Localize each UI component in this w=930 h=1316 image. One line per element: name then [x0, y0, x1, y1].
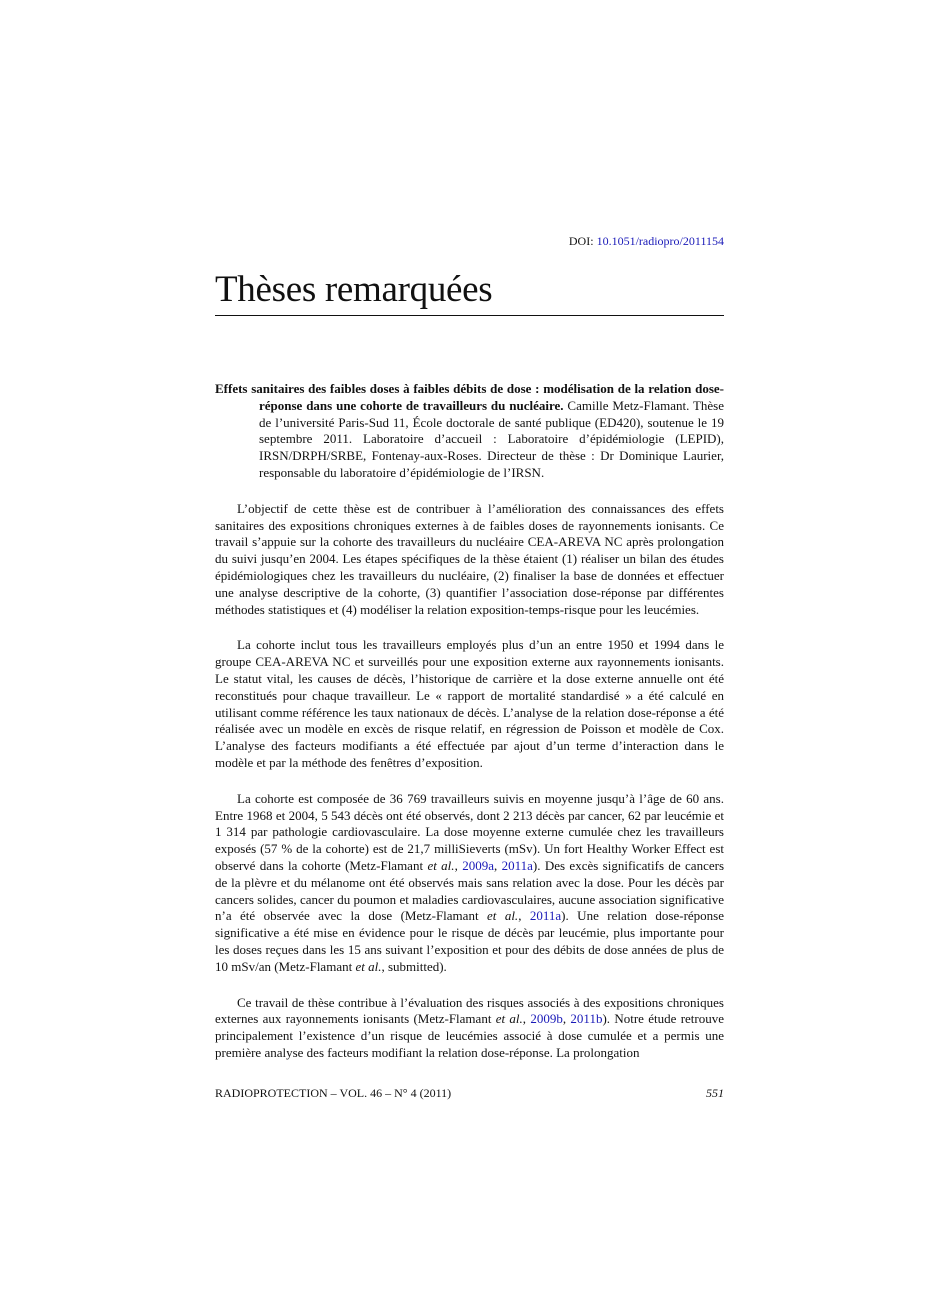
- p4-text: ,: [562, 1011, 571, 1027]
- page-footer: [215, 1086, 724, 1100]
- paragraph-1: L’objectif de cette thèse est de contribuer à l’amélioration des connaissances des effets sanitaires des expositions chroniques externes à de faibles doses de rayonnements ionisants. Ce travail s’appuie sur la cohorte des travailleurs du nucléaire CEA-AREVA NC après prolongation du suivi jusqu’en 2004. Les étapes spécifiques de la thèse étaient (1) réaliser un bilan des études épidémiologiques chez les travailleurs du nucléaire, (2) finaliser la base de données et effectuer une analyse descriptive de la cohorte, (3) quantifier l’association dose-réponse par différentes méthodes statistiques et (4) modéliser la relation exposition-temps-risque pour les leucémies.: [215, 500, 724, 617]
- p3-etal: et al.: [487, 908, 519, 924]
- p3-text: ). Une relation dose-réponse significative a été mise en évidence pour le risque de décès par leucémie, plus importante pour les doses reçues dans les 15 ans suivant l’exposition et pour des débits de dose années de plus de 10 mSv/an (Metz-Flamant: [215, 908, 725, 974]
- ref-link-2011a[interactable]: 2011a: [529, 908, 562, 924]
- article-body: [215, 381, 724, 1081]
- paragraph-2: La cohorte inclut tous les travailleurs employés plus d’un an entre 1950 et 1994 dans le groupe CEA-AREVA NC et surveillés pour une exposition externe aux rayonnements ionisants. Le statut vital, les causes de décès, l’historique de carrière et la dose externe annuelle ont été reconstitués pour chaque travailleur. Le « rapport de mortalité standardisé » a été calculé en utilisant comme référence les taux nationaux de décès. L’analyse de la relation dose-réponse a été réalisée avec un modèle en excès de risque relatif, en régression de Poisson et modèle de Cox. L’analyse des facteurs modifiants a été effectuée par ajout d’un terme d’interaction dans le modèle et par la méthode des fenêtres d’exposition.: [215, 637, 724, 770]
- p4-etal: et al.: [495, 1011, 523, 1027]
- p4-text: Ce travail de thèse contribue à l’évaluation des risques associés à des expositions chroniques externes aux rayonnements ionisants (Metz-Flamant: [215, 994, 724, 1027]
- thesis-title: Effets sanitaires des faibles doses à faibles débits de dose : modélisation de la relation dose-réponse dans une cohorte de travailleurs du nucléaire.: [215, 381, 724, 413]
- journal-info: RADIOPROTECTION – VOL. 46 – N° 4 (2011): [215, 1086, 452, 1100]
- page-title: Thèses remarquées: [215, 269, 493, 310]
- doi-label: DOI:: [568, 234, 594, 248]
- p4-text: ). Notre étude retrouve principalement l’existence d’un risque de leucémies associé à dose cumulée et a permis une première analyse des facteurs modifiant la relation dose-réponse. La prolongation: [215, 1011, 725, 1060]
- p3-text: ,: [518, 908, 530, 924]
- paragraph-4: [215, 995, 724, 1062]
- thesis-details: Camille Metz-Flamant. Thèse de l’université Paris-Sud 11, École doctorale de santé publique (ED420), soutenue le 19 septembre 2011. Laboratoire d’accueil : Laboratoire d’épidémiologie (LEPID), IRSN/DRPH/SRBE, Fontenay-aux-Roses. Directeur de thèse : Dr Dominique Laurier, responsable du laboratoire d’épidémiologie de l’IRSN.: [259, 397, 725, 480]
- p4-text: ,: [522, 1011, 531, 1027]
- ref-link-2009a[interactable]: 2009a: [462, 857, 494, 873]
- title-rule: [215, 315, 724, 316]
- paragraph-3: [215, 791, 724, 976]
- p3-etal: et al.: [355, 958, 382, 974]
- p3-text: , submitted).: [381, 958, 447, 974]
- page-number: 551: [706, 1086, 724, 1100]
- ref-link-2009b[interactable]: 2009b: [530, 1011, 563, 1027]
- p3-etal: et al.: [427, 857, 455, 873]
- thesis-reference: [215, 381, 724, 482]
- ref-link-2011a[interactable]: 2011a: [501, 857, 533, 873]
- p3-text: ,: [493, 857, 502, 873]
- p3-text: ,: [454, 857, 463, 873]
- ref-link-2011b[interactable]: 2011b: [570, 1011, 603, 1027]
- p3-text: La cohorte est composée de 36 769 travailleurs suivis en moyenne jusqu’à l’âge de 60 ans. Entre 1968 et 2004, 5 543 décès ont été observés, dont 2 213 décès par cancer, 62 par leucémie et 1 314 par pathologie cardiovasculaire. La dose moyenne externe cumulée chez les travailleurs exposés (57 % de la cohorte) est de 21,7 milliSieverts (mSv). Un fort Healthy Worker Effect est observé dans la cohorte (Metz-Flamant: [215, 790, 724, 873]
- doi-link[interactable]: 10.1051/radiopro/2011154: [596, 234, 724, 248]
- p3-text: ). Des excès significatifs de cancers de la plèvre et du mélanome ont été observés mais sans relation avec la dose. Pour les décès par cancers solides, cancer du poumon et maladies cardiovasculaires, aucune association significative n’a été observée avec la dose (Metz-Flamant: [215, 857, 725, 924]
- doi-line: [569, 234, 724, 248]
